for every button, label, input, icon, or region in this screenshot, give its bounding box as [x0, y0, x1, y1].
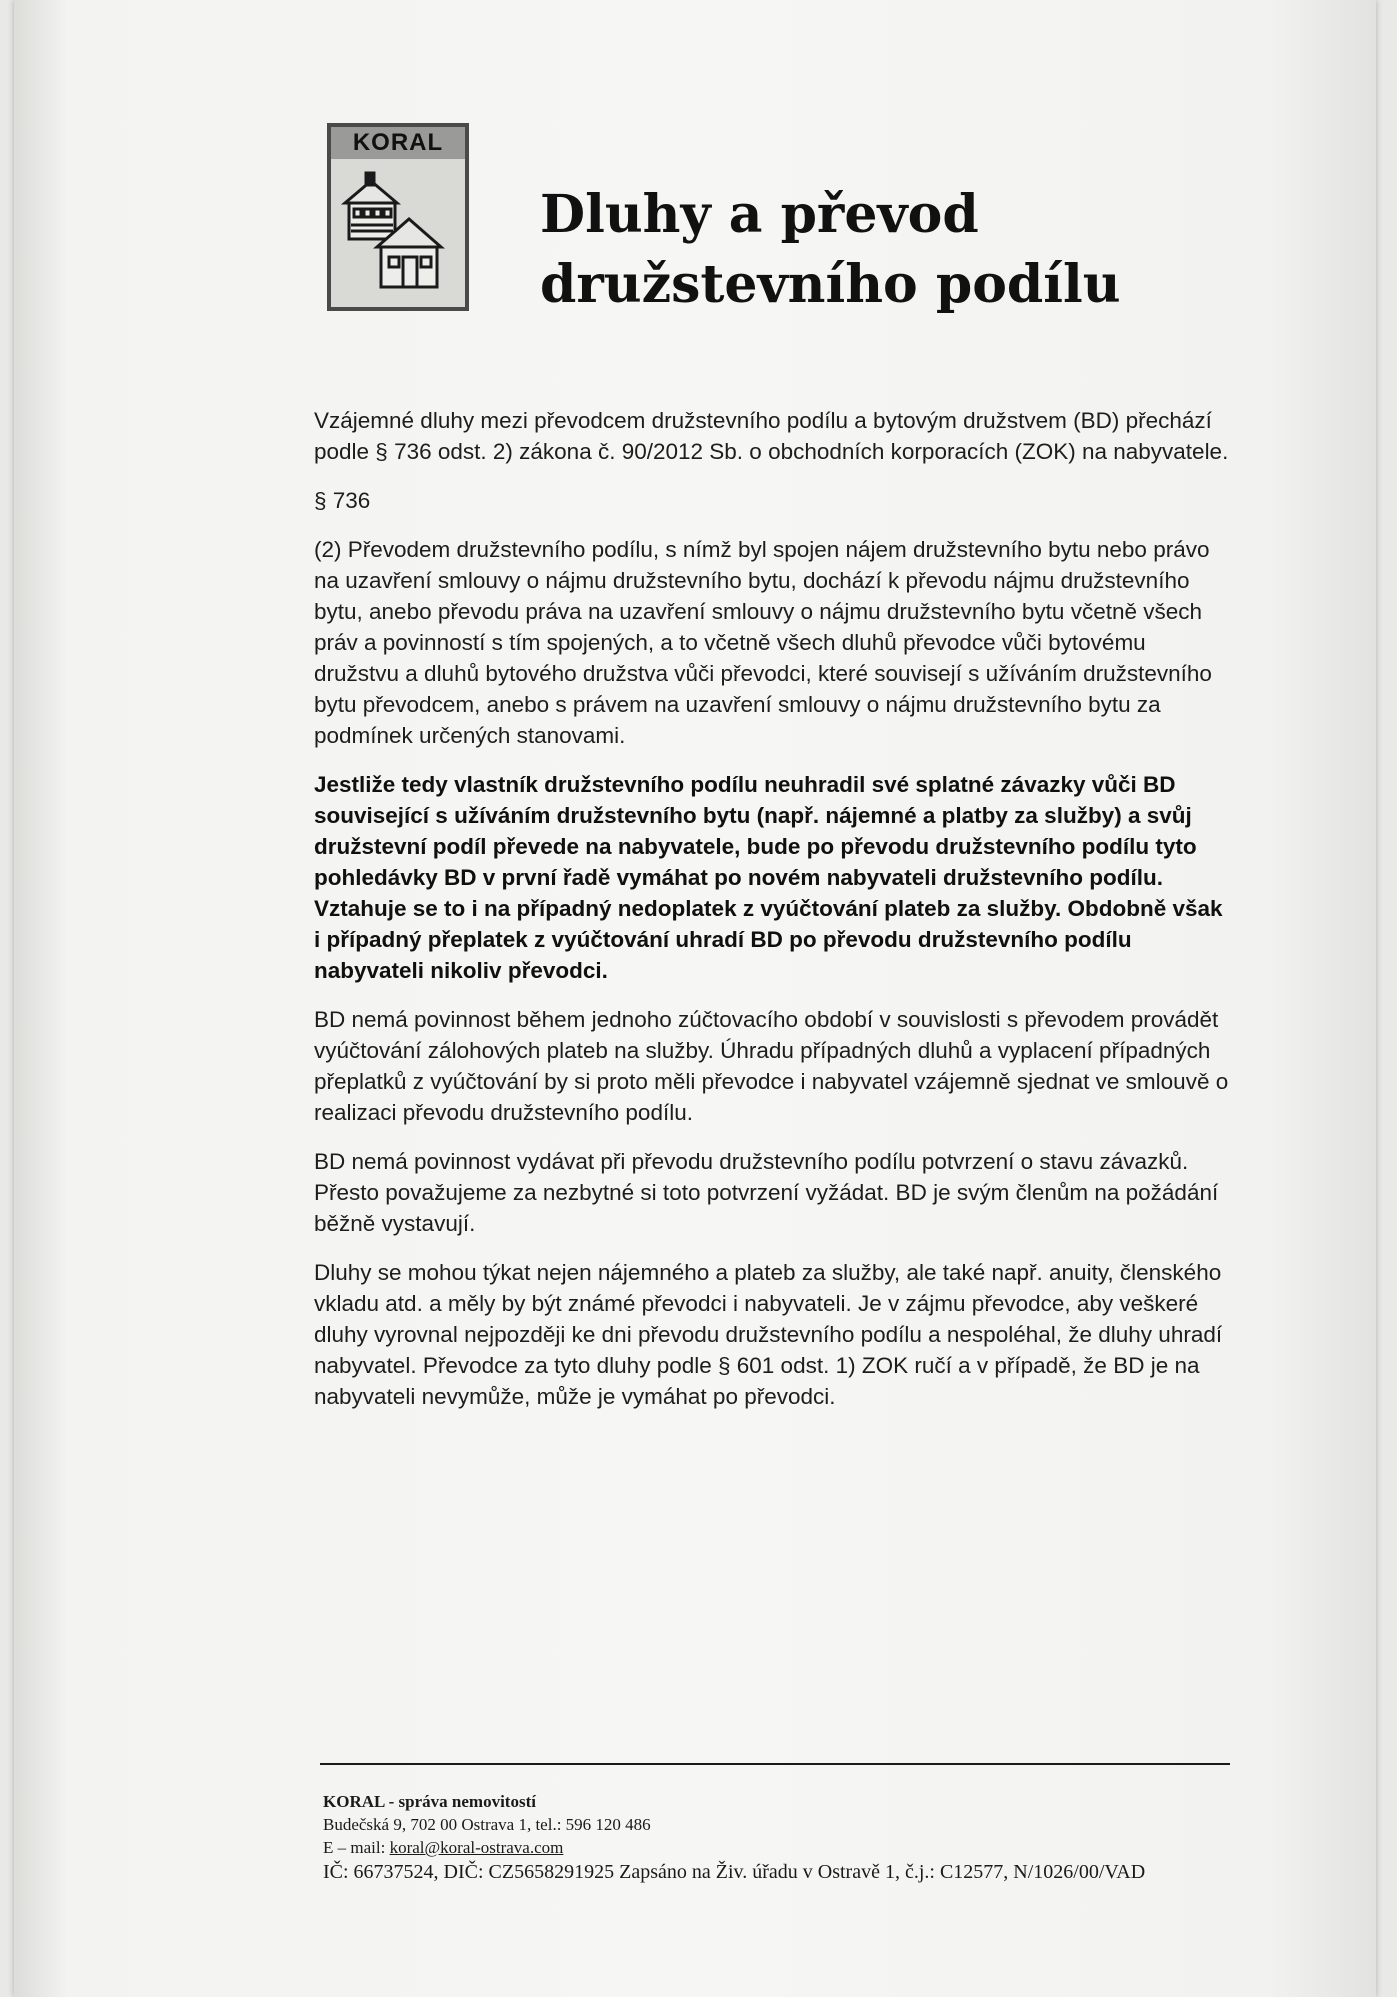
document-page: [14, 0, 1376, 1997]
koral-logo: [327, 123, 469, 311]
footer-address: Budečská 9, 702 00 Ostrava 1, tel.: 596 120 486: [323, 1815, 651, 1834]
title-line-2: družstevního podílu: [540, 254, 1121, 315]
footer-registration: IČ: 66737524, DIČ: CZ5658291925 Zapsáno na Živ. úřadu v Ostravě 1, č.j.: C12577, N/1026/00/VAD: [323, 1861, 1146, 1883]
footer: [323, 1790, 1223, 1885]
footer-email-link[interactable]: koral@koral-ostrava.com: [389, 1838, 564, 1857]
paragraph-intro: Vzájemné dluhy mezi převodcem družstevního podílu a bytovým družstvem (BD) přechází podle § 736 odst. 2) zákona č. 90/2012 Sb. o obchodních korporacích (ZOK) na nabyvatele.: [314, 408, 1229, 464]
page-title: [540, 180, 1240, 320]
paragraph-law-quote: (2) Převodem družstevního podílu, s nímž byl spojen nájem družstevního bytu nebo právo na uzavření smlouvy o nájmu družstevního bytu, dochází k převodu nájmu družstevního bytu, anebo převodu práva na uzavření smlouvy o nájmu družstevního bytu včetně všech práv a povinností s tím spojených, a to včetně všech dluhů převodce vůči bytovému družstvu a dluhů bytového družstva vůči převodci, které souvisejí s užíváním družstevního bytu převodcem, anebo s právem na uzavření smlouvy o nájmu družstevního bytu za podmínek určených stanovami.: [314, 537, 1212, 748]
paragraph-debts: Dluhy se mohou týkat nejen nájemného a plateb za služby, ale také např. anuity, členského vkladu atd. a měly by být známé převodci i nabyvateli. Je v zájmu převodce, aby veškeré dluhy vyrovnal nejpozději ke dni převodu družstevního podílu a nespoléhal, že dluhy uhradí nabyvatel. Převodce za tyto dluhy podle § 601 odst. 1) ZOK ručí a v případě, že BD je na nabyvateli nevymůže, může je vymáhat po převodci.: [314, 1260, 1223, 1409]
logo-text: KORAL: [331, 127, 465, 159]
paragraph-emphasis: Jestliže tedy vlastník družstevního podílu neuhradil své splatné závazky vůči BD související s užíváním družstevního bytu (např. nájemné a platby za služby) a svůj družstevní podíl převede na nabyvatele, bude po převodu družstevního podílu tyto pohledávky BD v první řadě vymáhat po novém nabyvateli družstevního podílu. Vztahuje se to i na případný nedoplatek z vyúčtování plateb za služby. Obdobně však i případný přeplatek z vyúčtování uhradí BD po převodu družstevního podílu nabyvateli nikoliv převodci.: [314, 772, 1223, 983]
footer-email-row: [323, 1836, 1223, 1859]
footer-company: KORAL - správa nemovitostí: [323, 1792, 536, 1811]
paragraph-confirmation: BD nemá povinnost vydávat při převodu družstevního podílu potvrzení o stavu závazků. Přesto považujeme za nezbytné si toto potvrzení vyžádat. BD je svým členům na požádání běžně vystavují.: [314, 1149, 1219, 1236]
footer-divider: [320, 1763, 1230, 1765]
title-line-1: Dluhy a převod: [540, 184, 979, 245]
paragraph-section-heading: § 736: [314, 488, 371, 513]
body-text: [314, 405, 1234, 1430]
houses-icon: [337, 167, 459, 299]
footer-email-label: E – mail:: [323, 1838, 386, 1857]
paragraph-settlement: BD nemá povinnost během jednoho zúčtovacího období v souvislosti s převodem provádět vyúčtování zálohových plateb na služby. Úhradu případných dluhů a vyplacení případných přeplatků z vyúčtování by si proto měli převodce i nabyvatel vzájemně sjednat ve smlouvě o realizaci převodu družstevního podílu.: [314, 1007, 1229, 1125]
